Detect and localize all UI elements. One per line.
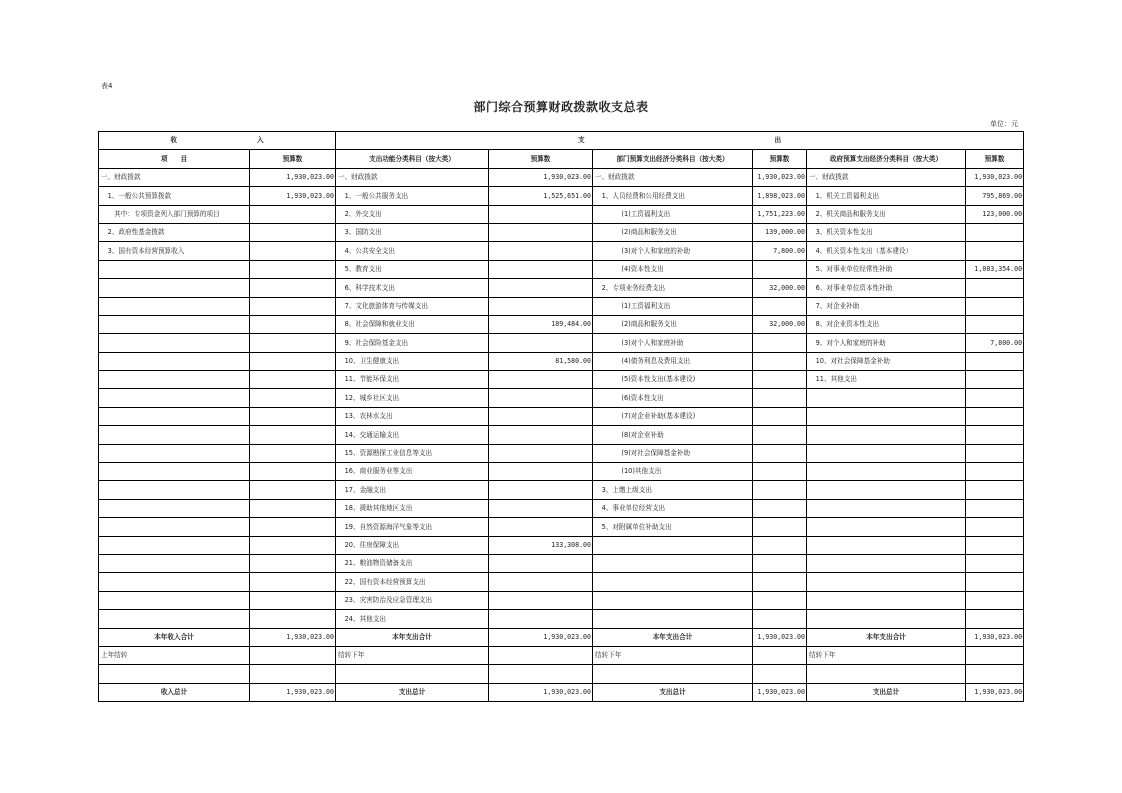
amount-cell: 133,308.00 (489, 536, 593, 554)
amount-cell (250, 426, 336, 444)
table-row (99, 536, 1024, 554)
label-cell: (8)对企业补助 (593, 426, 753, 444)
label-cell (99, 463, 250, 481)
label-cell (593, 536, 753, 554)
label-cell: 其中：专项资金列入部门预算的项目 (99, 205, 250, 223)
amount-cell (489, 481, 593, 499)
amount-cell (250, 352, 336, 370)
amount-cell (966, 499, 1024, 517)
label-cell: 16、商业服务业等支出 (336, 463, 489, 481)
table-row (99, 168, 1024, 186)
amount-cell (250, 205, 336, 223)
amount-cell (753, 499, 807, 517)
amount-cell (250, 481, 336, 499)
amount-cell: 1,930,023.00 (753, 168, 807, 186)
amount-cell: 1,930,023.00 (250, 683, 336, 701)
label-cell: 本年支出合计 (593, 628, 753, 646)
amount-cell (753, 518, 807, 536)
amount-cell (250, 610, 336, 628)
table-row (99, 297, 1024, 315)
label-cell: 支出功能分类科目（按大类） (336, 150, 489, 168)
label-cell: 9、对个人和家庭的补助 (807, 334, 966, 352)
amount-cell (753, 591, 807, 609)
amount-cell (753, 463, 807, 481)
label-cell (99, 389, 250, 407)
amount-cell (489, 242, 593, 260)
amount-cell (753, 481, 807, 499)
label-cell: 3、国防支出 (336, 223, 489, 241)
amount-cell (966, 426, 1024, 444)
amount-cell: 1,930,023.00 (489, 168, 593, 186)
amount-cell: 7,800.00 (966, 334, 1024, 352)
amount-cell (966, 463, 1024, 481)
table-row (99, 499, 1024, 517)
label-cell: 结转下年 (336, 646, 489, 664)
expense-band (336, 132, 1024, 150)
amount-cell (753, 371, 807, 389)
label-cell: 11、其他支出 (807, 371, 966, 389)
amount-cell: 1,930,023.00 (250, 168, 336, 186)
table-row (99, 481, 1024, 499)
table-row (99, 444, 1024, 462)
label-cell: (1)工资福利支出 (593, 205, 753, 223)
amount-cell (966, 242, 1024, 260)
amount-cell: 795,869.00 (966, 187, 1024, 205)
table-row (99, 591, 1024, 609)
amount-cell (753, 444, 807, 462)
amount-cell (753, 426, 807, 444)
amount-cell (966, 665, 1024, 683)
label-cell (593, 665, 753, 683)
income-band-char-1: 收 (170, 136, 177, 145)
label-cell (99, 444, 250, 462)
amount-cell (489, 426, 593, 444)
amount-cell: 1,930,023.00 (966, 628, 1024, 646)
amount-cell (966, 536, 1024, 554)
label-cell (807, 481, 966, 499)
amount-cell (489, 573, 593, 591)
amount-cell: 1,930,023.00 (753, 628, 807, 646)
budget-table (98, 131, 1024, 702)
table-row (99, 371, 1024, 389)
table-row (99, 334, 1024, 352)
label-cell: 2、机关商品和服务支出 (807, 205, 966, 223)
amount-cell: 32,000.00 (753, 315, 807, 333)
table-row (99, 315, 1024, 333)
band-row (99, 132, 1024, 150)
amount-cell (489, 205, 593, 223)
label-cell (807, 554, 966, 572)
amount-cell (489, 297, 593, 315)
unit-label: 单位：元 (990, 120, 1018, 128)
amount-cell: 189,484.00 (489, 315, 593, 333)
label-cell: 支出总计 (593, 683, 753, 701)
amount-cell (753, 536, 807, 554)
label-cell: 1、一般公共服务支出 (336, 187, 489, 205)
amount-cell (250, 407, 336, 425)
label-cell (807, 536, 966, 554)
table-row (99, 554, 1024, 572)
amount-cell (753, 389, 807, 407)
label-cell: 24、其他支出 (336, 610, 489, 628)
label-cell: 部门预算支出经济分类科目（按大类） (593, 150, 753, 168)
table-row (99, 610, 1024, 628)
label-cell (99, 518, 250, 536)
amount-cell: 1,930,023.00 (250, 628, 336, 646)
label-cell (593, 573, 753, 591)
amount-cell (753, 573, 807, 591)
label-cell: 政府预算支出经济分类科目（按大类） (807, 150, 966, 168)
label-cell: 2、专项业务经费支出 (593, 279, 753, 297)
page-title: 部门综合预算财政拨款收支总表 (473, 100, 649, 114)
amount-cell (250, 279, 336, 297)
label-cell: 结转下年 (593, 646, 753, 664)
amount-cell (250, 444, 336, 462)
table-row (99, 426, 1024, 444)
amount-cell (966, 518, 1024, 536)
label-cell: (4)资本性支出 (593, 260, 753, 278)
label-cell: 3、上缴上级支出 (593, 481, 753, 499)
label-cell: 22、国有资本经营预算支出 (336, 573, 489, 591)
label-cell: (9)对社会保障基金补助 (593, 444, 753, 462)
amount-cell (489, 646, 593, 664)
amount-cell: 1,930,023.00 (966, 683, 1024, 701)
label-cell: 4、事业单位经营支出 (593, 499, 753, 517)
label-cell: (6)资本性支出 (593, 389, 753, 407)
amount-cell (966, 444, 1024, 462)
label-cell (99, 297, 250, 315)
label-cell: 支出总计 (807, 683, 966, 701)
label-cell: 8、社会保障和就业支出 (336, 315, 489, 333)
grand-total-row (99, 683, 1024, 701)
label-cell (807, 444, 966, 462)
amount-cell (250, 536, 336, 554)
amount-cell (489, 591, 593, 609)
label-cell (99, 554, 250, 572)
amount-cell (489, 407, 593, 425)
amount-cell (753, 554, 807, 572)
amount-cell (753, 352, 807, 370)
amount-cell: 预算数 (753, 150, 807, 168)
label-cell: 本年收入合计 (99, 628, 250, 646)
label-cell: 2、政府性基金拨款 (99, 223, 250, 241)
amount-cell (966, 610, 1024, 628)
label-cell: 21、粮油物资储备支出 (336, 554, 489, 572)
label-cell: 3、机关资本性支出 (807, 223, 966, 241)
label-cell: 10、对社会保障基金补助 (807, 352, 966, 370)
table-row (99, 407, 1024, 425)
amount-cell: 预算数 (966, 150, 1024, 168)
label-cell: 结转下年 (807, 646, 966, 664)
label-cell: 15、资源勘探工业信息等支出 (336, 444, 489, 462)
label-cell (99, 279, 250, 297)
amount-cell (966, 389, 1024, 407)
amount-cell: 1,003,354.00 (966, 260, 1024, 278)
amount-cell: 32,000.00 (753, 279, 807, 297)
label-cell: 11、节能环保支出 (336, 371, 489, 389)
label-cell: 本年支出合计 (807, 628, 966, 646)
amount-cell (753, 646, 807, 664)
amount-cell (966, 371, 1024, 389)
table-row (99, 260, 1024, 278)
amount-cell (966, 297, 1024, 315)
label-cell: 13、农林水支出 (336, 407, 489, 425)
annual-total-row (99, 628, 1024, 646)
label-cell: 4、公共安全支出 (336, 242, 489, 260)
label-cell: 支出总计 (336, 683, 489, 701)
table-row (99, 223, 1024, 241)
label-cell: 14、交通运输支出 (336, 426, 489, 444)
amount-cell: 7,800.00 (753, 242, 807, 260)
label-cell: 项 目 (99, 150, 250, 168)
table-row (99, 518, 1024, 536)
label-cell (99, 352, 250, 370)
amount-cell (966, 573, 1024, 591)
label-cell: (3)对个人和家庭补助 (593, 334, 753, 352)
label-cell: 10、卫生健康支出 (336, 352, 489, 370)
expense-band-char-1: 支 (577, 136, 585, 145)
label-cell: 收入总计 (99, 683, 250, 701)
amount-cell (966, 554, 1024, 572)
amount-cell (489, 499, 593, 517)
amount-cell: 1,930,023.00 (966, 168, 1024, 186)
amount-cell (753, 334, 807, 352)
label-cell: (1)工资福利支出 (593, 297, 753, 315)
label-cell: 5、对附属单位补助支出 (593, 518, 753, 536)
amount-cell (250, 315, 336, 333)
label-cell: 1、机关工资福利支出 (807, 187, 966, 205)
amount-cell (966, 407, 1024, 425)
amount-cell: 1,751,223.00 (753, 205, 807, 223)
amount-cell (489, 223, 593, 241)
amount-cell (250, 223, 336, 241)
amount-cell (489, 371, 593, 389)
label-cell: 7、文化旅游体育与传媒支出 (336, 297, 489, 315)
label-cell: 6、科学技术支出 (336, 279, 489, 297)
label-cell (99, 315, 250, 333)
amount-cell (966, 352, 1024, 370)
label-cell: 一、财政拨款 (336, 168, 489, 186)
label-cell: 18、援助其他地区支出 (336, 499, 489, 517)
expense-band-char-2: 出 (774, 136, 782, 145)
amount-cell (753, 260, 807, 278)
amount-cell (489, 260, 593, 278)
label-cell (807, 389, 966, 407)
amount-cell (250, 573, 336, 591)
amount-cell (250, 499, 336, 517)
label-cell: 2、外交支出 (336, 205, 489, 223)
label-cell: 一、财政拨款 (807, 168, 966, 186)
amount-cell (753, 610, 807, 628)
amount-cell (250, 260, 336, 278)
label-cell: 20、住房保障支出 (336, 536, 489, 554)
amount-cell: 139,000.00 (753, 223, 807, 241)
label-cell (99, 481, 250, 499)
amount-cell (489, 518, 593, 536)
amount-cell (250, 591, 336, 609)
table-number: 表4 (101, 82, 113, 90)
amount-cell (250, 242, 336, 260)
amount-cell (250, 371, 336, 389)
label-cell: (7)对企业补助(基本建设) (593, 407, 753, 425)
label-cell (99, 407, 250, 425)
amount-cell (753, 665, 807, 683)
label-cell: 19、自然资源海洋气象等支出 (336, 518, 489, 536)
label-cell (807, 426, 966, 444)
label-cell (99, 665, 250, 683)
label-cell: (10)其他支出 (593, 463, 753, 481)
table-row (99, 205, 1024, 223)
amount-cell (753, 297, 807, 315)
amount-cell: 预算数 (250, 150, 336, 168)
amount-cell (250, 646, 336, 664)
amount-cell (489, 279, 593, 297)
amount-cell (966, 646, 1024, 664)
table-row (99, 389, 1024, 407)
label-cell (807, 518, 966, 536)
label-cell: 23、灾害防治及应急管理支出 (336, 591, 489, 609)
label-cell (99, 591, 250, 609)
label-cell: 3、国有资本经营预算收入 (99, 242, 250, 260)
label-cell (807, 499, 966, 517)
label-cell: 5、教育支出 (336, 260, 489, 278)
label-cell (807, 665, 966, 683)
label-cell: 本年支出合计 (336, 628, 489, 646)
income-band (99, 132, 336, 150)
amount-cell: 1,930,023.00 (250, 187, 336, 205)
amount-cell: 1,525,651.00 (489, 187, 593, 205)
table-row (99, 242, 1024, 260)
amount-cell (489, 610, 593, 628)
label-cell: 9、社会保险基金支出 (336, 334, 489, 352)
amount-cell (250, 463, 336, 481)
label-cell (807, 463, 966, 481)
table-row (99, 187, 1024, 205)
label-cell: 6、对事业单位资本性补助 (807, 279, 966, 297)
label-cell: 1、人员经费和公用经费支出 (593, 187, 753, 205)
amount-cell (966, 481, 1024, 499)
label-cell: 17、金融支出 (336, 481, 489, 499)
amount-cell (250, 297, 336, 315)
label-cell (336, 665, 489, 683)
label-cell (807, 407, 966, 425)
table-row (99, 279, 1024, 297)
label-cell (593, 610, 753, 628)
table-row (99, 573, 1024, 591)
label-cell (99, 426, 250, 444)
label-cell (807, 573, 966, 591)
amount-cell (966, 223, 1024, 241)
label-cell: 8、对企业资本性支出 (807, 315, 966, 333)
amount-cell: 1,930,023.00 (753, 683, 807, 701)
label-cell (807, 610, 966, 628)
label-cell: 1、一般公共预算拨款 (99, 187, 250, 205)
amount-cell (489, 463, 593, 481)
label-cell (593, 554, 753, 572)
amount-cell (489, 444, 593, 462)
amount-cell (489, 334, 593, 352)
label-cell (99, 610, 250, 628)
amount-cell (489, 554, 593, 572)
amount-cell (966, 315, 1024, 333)
label-cell: (3)对个人和家庭的补助 (593, 242, 753, 260)
table-row (99, 463, 1024, 481)
label-cell (99, 573, 250, 591)
amount-cell (489, 665, 593, 683)
amount-cell (250, 334, 336, 352)
label-cell: 12、城乡社区支出 (336, 389, 489, 407)
label-cell: 5、对事业单位经常性补助 (807, 260, 966, 278)
label-cell: 一、财政拨款 (593, 168, 753, 186)
header-row (99, 150, 1024, 168)
blank-row (99, 665, 1024, 683)
label-cell (99, 536, 250, 554)
amount-cell (250, 665, 336, 683)
label-cell (807, 591, 966, 609)
amount-cell: 81,580.00 (489, 352, 593, 370)
amount-cell: 1,930,023.00 (489, 683, 593, 701)
income-band-char-2: 入 (257, 136, 264, 145)
label-cell (99, 334, 250, 352)
label-cell: 7、对企业补助 (807, 297, 966, 315)
amount-cell: 1,898,023.00 (753, 187, 807, 205)
label-cell (99, 499, 250, 517)
amount-cell: 123,000.00 (966, 205, 1024, 223)
table-row (99, 352, 1024, 370)
amount-cell (966, 591, 1024, 609)
label-cell: (2)商品和服务支出 (593, 315, 753, 333)
amount-cell (966, 279, 1024, 297)
amount-cell (250, 518, 336, 536)
carry-row (99, 646, 1024, 664)
label-cell: 一、财政拨款 (99, 168, 250, 186)
label-cell: 上年结转 (99, 646, 250, 664)
label-cell (99, 260, 250, 278)
label-cell (593, 591, 753, 609)
label-cell (99, 371, 250, 389)
label-cell: (2)商品和服务支出 (593, 223, 753, 241)
label-cell: 4、机关资本性支出（基本建设） (807, 242, 966, 260)
amount-cell (489, 389, 593, 407)
amount-cell: 1,930,023.00 (489, 628, 593, 646)
label-cell: (4)债务利息及费用支出 (593, 352, 753, 370)
amount-cell (753, 407, 807, 425)
label-cell: (5)资本性支出(基本建设) (593, 371, 753, 389)
amount-cell (250, 389, 336, 407)
amount-cell: 预算数 (489, 150, 593, 168)
amount-cell (250, 554, 336, 572)
